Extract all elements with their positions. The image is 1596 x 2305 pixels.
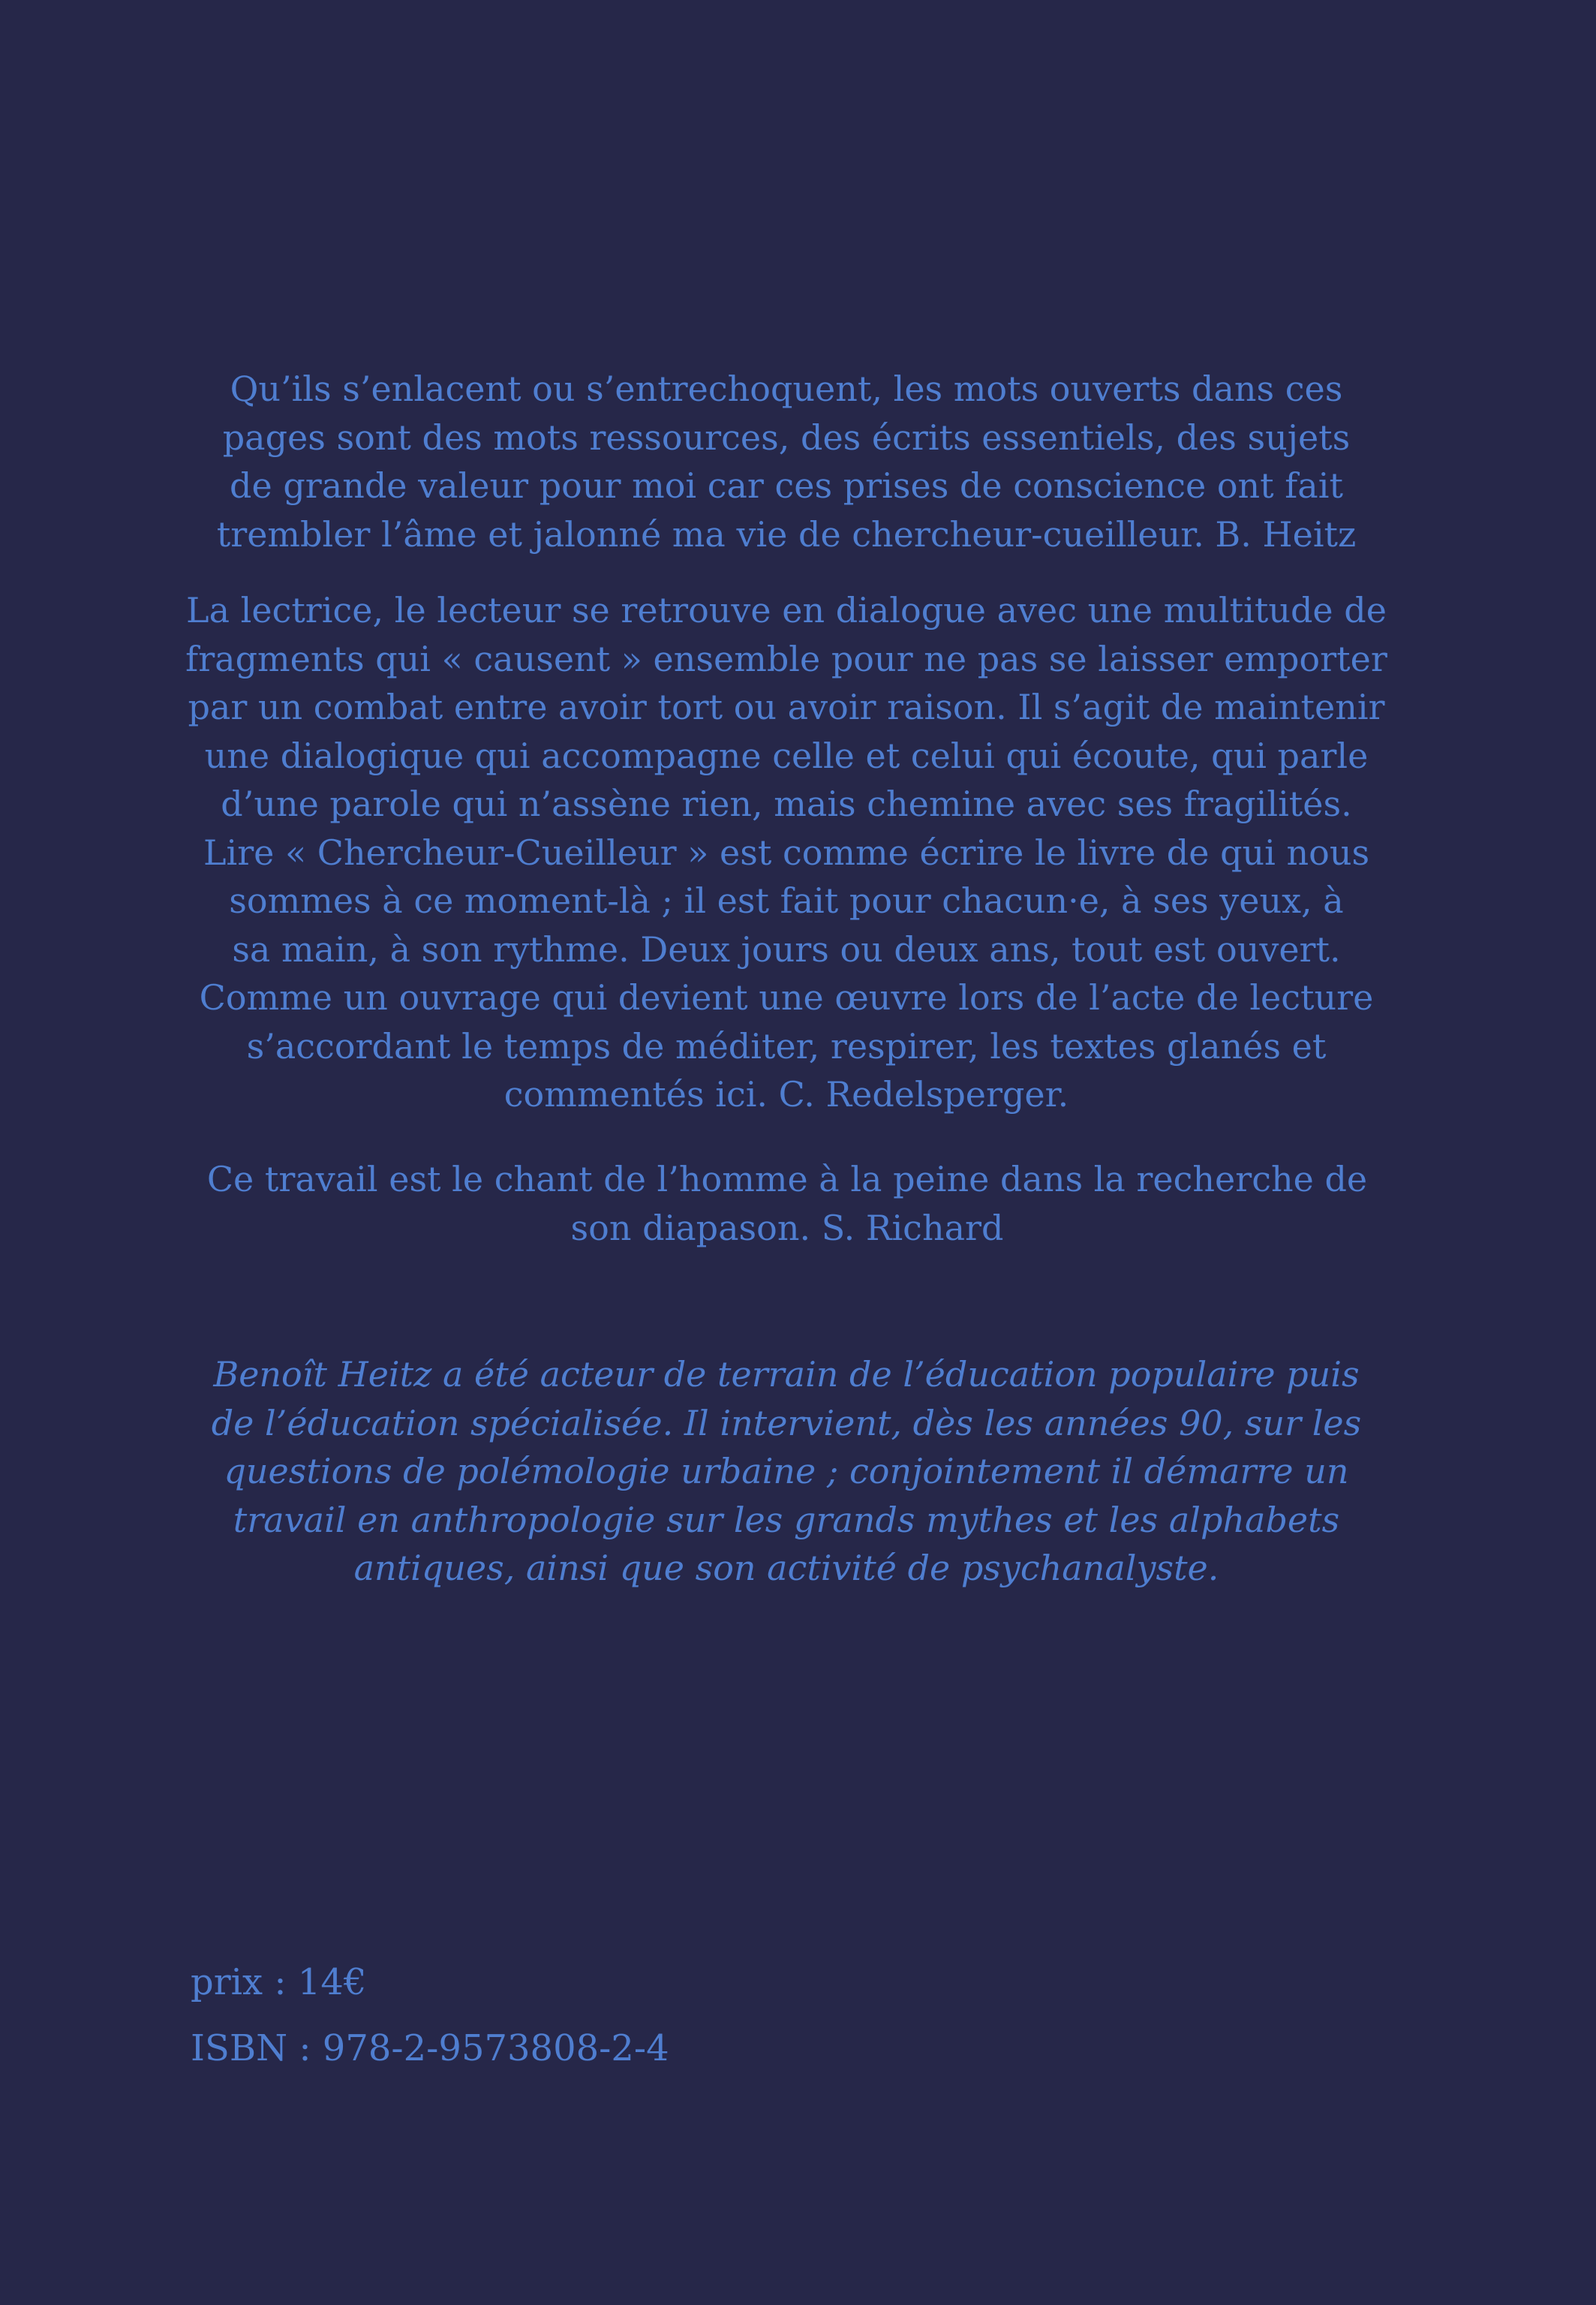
quote-line: commentés ici. C. Redelsperger. [503,1074,1069,1115]
bio-line: Benoît Heitz a été acteur de terrain de l’éducation populaire puis [213,1354,1360,1395]
quote-line: d’une parole qui n’assène rien, mais chemine avec ses fragilités. [221,784,1352,824]
bio-line: antiques, ainsi que son activité de psychanalyste. [353,1548,1219,1588]
author-bio [171,1350,1402,1593]
isbn-label: ISBN : 978-2-9573808-2-4 [191,2027,669,2069]
quote-line: fragments qui « causent » ensemble pour ne pas se laisser emporter [185,638,1387,679]
bio-line: travail en anthropologie sur les grands mythes et les alphabets [233,1499,1340,1540]
quote-line: par un combat entre avoir tort ou avoir raison. Il s’agit de maintenir [188,687,1385,727]
quote-line: son diapason. S. Richard [570,1207,1004,1248]
quote-line: La lectrice, le lecteur se retrouve en dialogue avec une multitude de [186,590,1387,630]
quote-line: s’accordant le temps de méditer, respirer, les textes glanés et [246,1025,1327,1067]
quote-heitz [171,365,1402,558]
quote-line: sommes à ce moment-là ; il est fait pour chacun·e, à ses yeux, à [229,880,1344,921]
quote-line: Qu’ils s’enlacent ou s’entrechoquent, les mots ouverts dans ces [230,369,1343,409]
bio-line: de l’éducation spécialisée. Il intervient, dès les années 90, sur les [211,1402,1362,1443]
price-label: prix : 14€ [191,1961,367,2003]
quote-redelsperger [159,586,1414,1119]
quote-line: Lire « Chercheur-Cueilleur » est comme écrire le livre de qui nous [203,832,1370,873]
quote-line: sa main, à son rythme. Deux jours ou deux ans, tout est ouvert. [232,928,1341,970]
quote-line: trembler l’âme et jalonné ma vie de chercheur-cueilleur. B. Heitz [216,513,1357,555]
bio-line: questions de polémologie urbaine ; conjointement il démarre un [224,1451,1349,1491]
quote-richard [177,1155,1397,1252]
quote-line: de grande valeur pour moi car ces prises de conscience ont fait [230,465,1343,506]
quote-line: pages sont des mots ressources, des écrits essentiels, des sujets [222,417,1351,458]
quote-line: Comme un ouvrage qui devient une œuvre lors de l’acte de lecture [199,977,1374,1018]
quote-line: Ce travail est le chant de l’homme à la peine dans la recherche de [206,1159,1368,1199]
quote-line: une dialogique qui accompagne celle et celui qui écoute, qui parle [204,735,1369,776]
